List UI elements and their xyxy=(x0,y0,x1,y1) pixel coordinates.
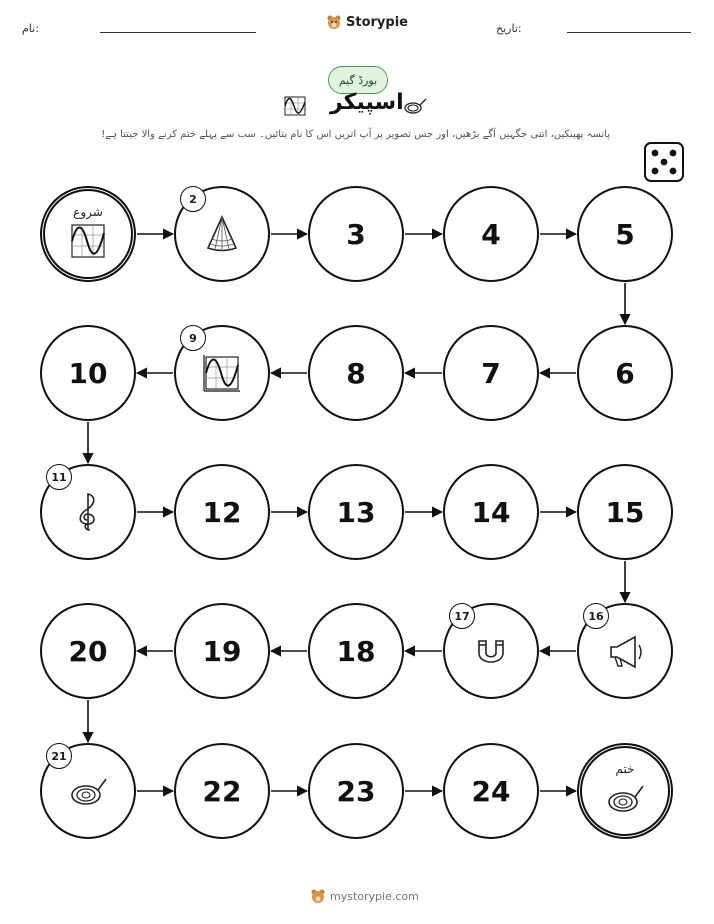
cell-number: 13 xyxy=(336,495,376,529)
board-cell-4[interactable] xyxy=(443,186,539,282)
footer-url: mystorypie.com xyxy=(330,889,419,903)
board-cell-5[interactable] xyxy=(577,186,673,282)
board-cell-16[interactable] xyxy=(577,603,673,699)
board-cell-8[interactable] xyxy=(308,325,404,421)
board-cell-20[interactable] xyxy=(40,603,136,699)
cell-number-badge: 11 xyxy=(46,464,72,490)
cell-number-badge: 21 xyxy=(46,743,72,769)
coil-icon xyxy=(66,769,110,813)
board-cell-18[interactable] xyxy=(308,603,404,699)
board-cell-23[interactable] xyxy=(308,743,404,839)
cell-number: 6 xyxy=(615,356,635,390)
cell-number: 7 xyxy=(481,356,501,390)
board-cell-22[interactable] xyxy=(174,743,270,839)
cell-number: 4 xyxy=(481,217,501,251)
megaphone-icon xyxy=(603,629,647,673)
board-cell-19[interactable] xyxy=(174,603,270,699)
cone-icon xyxy=(200,212,244,256)
cell-number-badge: 9 xyxy=(180,325,206,351)
board-cell-9[interactable] xyxy=(174,325,270,421)
cell-number-badge: 16 xyxy=(583,603,609,629)
cell-number: 10 xyxy=(68,356,108,390)
cell-number: 14 xyxy=(471,495,511,529)
board-cell-6[interactable] xyxy=(577,325,673,421)
game-type-badge: بورڈ گیم xyxy=(328,66,388,94)
brand-name: Storypie xyxy=(346,14,408,30)
board-cell-13[interactable] xyxy=(308,464,404,560)
bear-icon xyxy=(310,888,326,904)
cell-number: 20 xyxy=(68,634,108,668)
cell-number: 24 xyxy=(471,774,511,808)
start-label: شروع xyxy=(73,205,103,219)
waveform-graph-icon xyxy=(66,219,110,263)
board-cell-24[interactable] xyxy=(443,743,539,839)
cell-number: 22 xyxy=(202,774,242,808)
cell-number-badge: 2 xyxy=(180,186,206,212)
board-cell-3[interactable] xyxy=(308,186,404,282)
board-cell-7[interactable] xyxy=(443,325,539,421)
cell-number: 18 xyxy=(336,634,376,668)
page-title: اسپیکر xyxy=(330,90,404,115)
cell-number: 19 xyxy=(202,634,242,668)
cell-number: 8 xyxy=(346,356,366,390)
waveform-graph-icon xyxy=(200,351,244,395)
board-cell-21[interactable] xyxy=(40,743,136,839)
cell-number-badge: 17 xyxy=(449,603,475,629)
board-cell-10[interactable] xyxy=(40,325,136,421)
name-label: نام: xyxy=(22,22,39,35)
board-cell-15[interactable] xyxy=(577,464,673,560)
coil-icon xyxy=(603,776,647,820)
end-label: ختم xyxy=(615,762,635,776)
start-cell[interactable] xyxy=(40,186,136,282)
board-cell-11[interactable] xyxy=(40,464,136,560)
instructions: پانسہ پھینکیں، اتنی جگہیں آگے بڑھیں، اور جس تصویر پر آپ اتریں اس کا نام بتائیں۔ سب سے پہلے ختم کرنے والا جیتتا ہے! xyxy=(101,129,610,140)
cell-number: 3 xyxy=(346,217,366,251)
treble-clef-icon xyxy=(66,490,110,534)
cell-number: 5 xyxy=(615,217,635,251)
board-cell-2[interactable] xyxy=(174,186,270,282)
board-cell-12[interactable] xyxy=(174,464,270,560)
cell-number: 23 xyxy=(336,774,376,808)
cell-number: 15 xyxy=(605,495,645,529)
footer xyxy=(310,888,419,904)
magnet-icon xyxy=(469,629,513,673)
cell-number: 12 xyxy=(202,495,242,529)
date-label: تاریخ: xyxy=(496,22,522,35)
board-cell-14[interactable] xyxy=(443,464,539,560)
end-cell[interactable] xyxy=(577,743,673,839)
board-cell-17[interactable] xyxy=(443,603,539,699)
